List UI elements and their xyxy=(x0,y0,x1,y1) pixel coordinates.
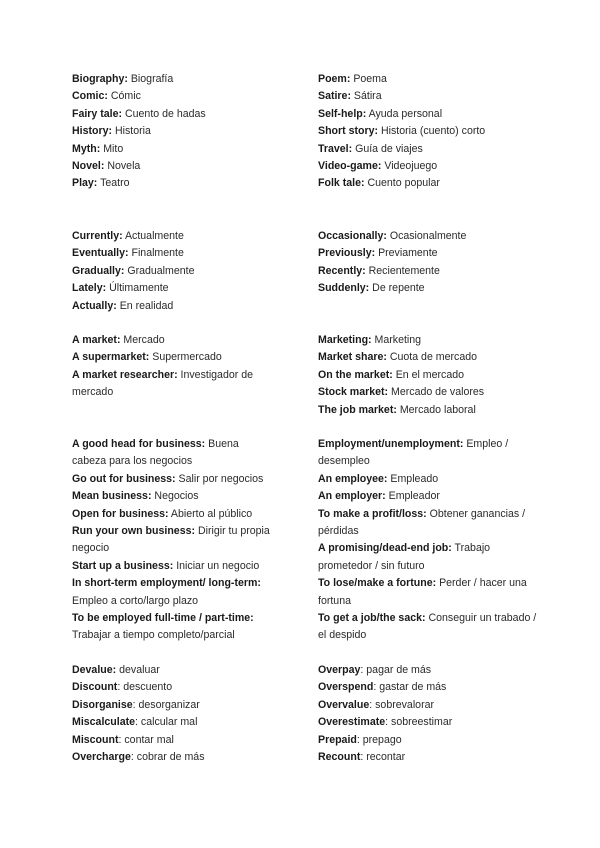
term: Folk tale: xyxy=(318,177,365,190)
term: Overspend xyxy=(318,681,374,694)
definition: Buena cabeza para los negocios xyxy=(72,438,239,468)
term: Open for business: xyxy=(72,507,169,520)
term: Previously: xyxy=(318,247,376,260)
term: Miscalculate xyxy=(72,716,136,729)
section-genres xyxy=(72,71,542,193)
term: Mean business: xyxy=(72,490,152,503)
term: Disorganise xyxy=(72,698,133,711)
definition: Previamente xyxy=(375,247,438,260)
vocab-entry xyxy=(72,575,294,610)
term: Recount xyxy=(318,751,361,764)
term: To get a job/the sack: xyxy=(318,612,426,625)
definition: : gastar de más xyxy=(373,681,447,694)
vocab-entry xyxy=(72,298,294,315)
term: Suddenly: xyxy=(318,282,370,295)
term: Overpay xyxy=(318,664,361,676)
vocab-entry xyxy=(318,506,542,541)
vocab-entry xyxy=(318,245,542,262)
definition: Historia xyxy=(112,125,151,138)
definition: : pagar de más xyxy=(360,664,432,676)
vocab-entry xyxy=(318,540,542,575)
term: Novel: xyxy=(72,160,105,173)
section-business xyxy=(72,436,542,645)
definition: Salir por negocios xyxy=(175,472,264,485)
vocab-entry xyxy=(72,367,294,402)
definition: Guía de viajes xyxy=(352,142,423,155)
vocab-entry xyxy=(72,436,294,471)
right-column xyxy=(318,662,542,766)
definition: Historia (cuento) corto xyxy=(378,125,486,138)
definition: Empleador xyxy=(385,490,440,503)
vocab-entry xyxy=(72,88,294,105)
definition: : cobrar de más xyxy=(130,751,205,764)
term: Prepaid xyxy=(318,733,357,746)
right-column xyxy=(318,71,542,193)
term: Short story: xyxy=(318,125,379,138)
term: History: xyxy=(72,125,113,138)
vocab-entry xyxy=(72,349,294,366)
definition: Cuento popular xyxy=(364,177,440,190)
definition: Recientemente xyxy=(365,264,440,277)
vocab-entry xyxy=(318,488,542,505)
vocab-entry xyxy=(72,123,294,140)
term: Start up a business: xyxy=(72,559,174,572)
definition: Trabajar a tiempo completo/parcial xyxy=(72,629,235,642)
term: Overestimate xyxy=(318,716,386,729)
vocab-entry xyxy=(318,575,542,610)
term: Fairy tale: xyxy=(72,107,123,120)
definition: Biografía xyxy=(127,73,174,85)
vocab-entry xyxy=(318,697,542,714)
vocab-entry xyxy=(318,732,542,749)
left-column xyxy=(72,332,318,419)
definition: Supermercado xyxy=(149,351,222,364)
term: To be employed full-time / part-time: xyxy=(72,612,254,625)
vocab-entry xyxy=(72,488,294,505)
left-column xyxy=(72,436,318,645)
definition: : contar mal xyxy=(118,733,174,746)
definition: Poema xyxy=(350,73,387,85)
vocab-entry xyxy=(72,71,294,88)
vocab-entry xyxy=(318,280,542,297)
definition: Trabajo prometedor / sin futuro xyxy=(318,542,491,572)
definition: : desorganizar xyxy=(132,698,200,711)
definition: De repente xyxy=(369,282,425,295)
vocab-entry xyxy=(318,471,542,488)
vocab-entry xyxy=(318,349,542,366)
definition: En el mercado xyxy=(392,368,465,381)
term: Run your own business: xyxy=(72,525,196,538)
definition: Cuento de hadas xyxy=(122,107,206,120)
vocab-entry xyxy=(72,558,294,575)
vocab-entry xyxy=(72,106,294,123)
term: An employee: xyxy=(318,472,388,485)
definition: Empleo a corto/largo plazo xyxy=(72,594,199,607)
definition: Conseguir un trabado / el despido xyxy=(318,612,537,642)
definition: Mercado de valores xyxy=(388,386,485,399)
term: Travel: xyxy=(318,142,353,155)
term: A supermarket: xyxy=(72,351,150,364)
term: Miscount xyxy=(72,733,119,746)
term: Marketing: xyxy=(318,334,372,346)
definition: : sobrevalorar xyxy=(369,698,435,711)
vocab-entry xyxy=(318,610,542,645)
term: Eventually: xyxy=(72,247,129,260)
definition: : sobreestimar xyxy=(385,716,453,729)
term: On the market: xyxy=(318,368,393,381)
left-column xyxy=(72,228,318,315)
term: Video-game: xyxy=(318,160,382,173)
definition: Ocasionalmente xyxy=(386,230,467,242)
definition: En realidad xyxy=(116,299,174,312)
term: Go out for business: xyxy=(72,472,176,485)
term: A market researcher: xyxy=(72,368,178,381)
vocab-entry xyxy=(318,228,542,245)
vocab-entry xyxy=(318,175,542,192)
vocab-entry xyxy=(318,123,542,140)
term: Stock market: xyxy=(318,386,389,399)
definition: Abierto al público xyxy=(168,507,253,520)
vocab-entry xyxy=(72,280,294,297)
term: Overcharge xyxy=(72,751,131,764)
definition: Negocios xyxy=(151,490,199,503)
term: Comic: xyxy=(72,90,108,103)
term: The job market: xyxy=(318,403,397,416)
definition: Empleo / desempleo xyxy=(318,438,509,468)
term: Myth: xyxy=(72,142,101,155)
vocab-entry xyxy=(72,141,294,158)
left-column xyxy=(72,662,318,766)
term: Poem: xyxy=(318,73,351,85)
term: A promising/dead-end job: xyxy=(318,542,452,555)
term: Biography: xyxy=(72,73,128,85)
definition: Cuota de mercado xyxy=(386,351,477,364)
definition: Sátira xyxy=(350,90,382,103)
definition: Marketing xyxy=(371,334,422,346)
definition: : recontar xyxy=(360,751,406,764)
section-prefixes xyxy=(72,662,542,766)
term: Devalue: xyxy=(72,664,117,676)
term: Actually: xyxy=(72,299,117,312)
vocab-entry xyxy=(72,679,294,696)
vocab-entry xyxy=(72,175,294,192)
vocab-entry xyxy=(72,158,294,175)
vocab-entry xyxy=(318,679,542,696)
definition: Finalmente xyxy=(128,247,184,260)
term: Overvalue xyxy=(318,698,370,711)
vocab-entry xyxy=(72,662,294,679)
definition: Mito xyxy=(100,142,124,155)
vocab-entry xyxy=(318,141,542,158)
vocab-entry xyxy=(318,714,542,731)
definition: Dirigir tu propia negocio xyxy=(72,525,270,555)
vocab-entry xyxy=(72,245,294,262)
definition: : prepago xyxy=(356,733,402,746)
left-column xyxy=(72,71,318,193)
definition: Cómic xyxy=(107,90,141,103)
definition: Mercado laboral xyxy=(396,403,476,416)
vocab-entry xyxy=(72,697,294,714)
term: To lose/make a fortune: xyxy=(318,577,437,590)
term: Play: xyxy=(72,177,98,190)
term: An employer: xyxy=(318,490,386,503)
term: A good head for business: xyxy=(72,438,206,450)
definition: Actualmente xyxy=(122,230,184,242)
term: A market: xyxy=(72,334,121,346)
section-market xyxy=(72,332,542,419)
definition: Videojuego xyxy=(381,160,438,173)
vocab-entry xyxy=(72,610,294,645)
term: Employment/unemployment: xyxy=(318,438,464,450)
vocab-entry xyxy=(318,263,542,280)
term: Market share: xyxy=(318,351,387,364)
term: To make a profit/loss: xyxy=(318,507,427,520)
vocab-entry xyxy=(318,158,542,175)
vocab-entry xyxy=(318,436,542,471)
vocab-entry xyxy=(72,506,294,523)
definition: Novela xyxy=(104,160,141,173)
definition: Perder / hacer una fortuna xyxy=(318,577,527,607)
vocab-entry xyxy=(318,88,542,105)
definition: devaluar xyxy=(116,664,160,676)
vocab-entry xyxy=(72,332,294,349)
vocab-entry xyxy=(318,367,542,384)
definition: Teatro xyxy=(97,177,130,190)
vocab-entry xyxy=(318,71,542,88)
definition: : calcular mal xyxy=(135,716,198,729)
term: Satire: xyxy=(318,90,351,103)
term: Self-help: xyxy=(318,107,367,120)
right-column xyxy=(318,436,542,645)
vocab-entry xyxy=(72,471,294,488)
definition: Iniciar un negocio xyxy=(173,559,260,572)
definition: Últimamente xyxy=(106,282,169,295)
definition: Mercado xyxy=(120,334,165,346)
vocab-entry xyxy=(72,263,294,280)
term: In short-term employment/ long-term: xyxy=(72,577,261,590)
vocab-entry xyxy=(318,662,542,679)
vocab-entry xyxy=(318,106,542,123)
term: Gradually: xyxy=(72,264,125,277)
vocab-entry xyxy=(72,732,294,749)
right-column xyxy=(318,228,542,315)
vocab-entry xyxy=(72,714,294,731)
right-column xyxy=(318,332,542,419)
term: Currently: xyxy=(72,230,123,242)
vocab-entry xyxy=(318,749,542,766)
section-adverbs xyxy=(72,228,542,315)
definition: Obtener ganancias / pérdidas xyxy=(318,507,526,538)
vocab-entry xyxy=(72,228,294,245)
term: Discount xyxy=(72,681,118,694)
vocab-entry xyxy=(72,523,294,558)
term: Recently: xyxy=(318,264,366,277)
definition: Gradualmente xyxy=(124,264,195,277)
definition: : descuento xyxy=(117,681,173,694)
term: Lately: xyxy=(72,282,107,295)
vocab-entry xyxy=(318,384,542,401)
vocab-entry xyxy=(318,402,542,419)
definition: Empleado xyxy=(387,472,439,485)
term: Occasionally: xyxy=(318,230,387,242)
vocab-entry xyxy=(318,332,542,349)
definition: Ayuda personal xyxy=(366,107,443,120)
vocab-entry xyxy=(72,749,294,766)
definition: Investigador de mercado xyxy=(72,368,253,399)
